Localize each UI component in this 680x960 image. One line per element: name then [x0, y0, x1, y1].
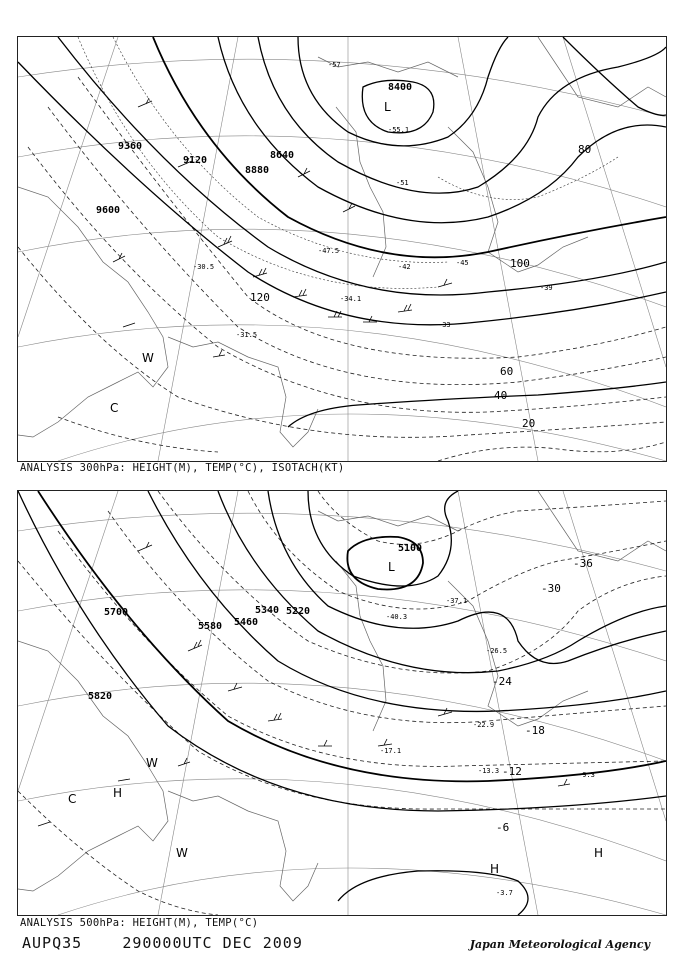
- map-500hpa: [17, 490, 667, 916]
- isotherm-contours: [18, 491, 666, 915]
- height-label: 9360: [118, 141, 143, 152]
- isotach-label: 100: [510, 257, 530, 270]
- temp-label: -45: [456, 259, 469, 267]
- height-label: 5220: [286, 606, 311, 617]
- chart-code: AUPQ35: [22, 934, 83, 952]
- warm-center-symbol: W: [176, 846, 188, 860]
- temp-label: -31.5: [236, 331, 258, 339]
- temp-label: -33: [438, 321, 451, 329]
- station-labels: [380, 597, 595, 897]
- height-label: 9120: [183, 155, 208, 166]
- temp-label: -55.1: [388, 126, 410, 134]
- isotach-label: 60: [500, 365, 514, 378]
- caption-300hpa: ANALYSIS 300hPa: HEIGHT(M), TEMP(°C), ISOTACH(KT): [20, 462, 345, 474]
- temp-label: -47.5: [318, 247, 340, 255]
- cold-center-symbol: C: [68, 792, 77, 806]
- station-label: -22.9: [473, 721, 495, 729]
- agency-name: Japan Meteorological Agency: [469, 938, 650, 951]
- latlon-grid: [18, 491, 666, 915]
- temp-line-label: -6: [496, 821, 510, 834]
- temp-line-label: -30: [541, 582, 561, 595]
- temp-label: -51: [396, 179, 409, 187]
- chart-id-line: [22, 934, 303, 952]
- station-label: -13.3: [478, 767, 500, 775]
- height-label: 8400: [388, 82, 413, 93]
- temp-label: -34.1: [340, 295, 362, 303]
- low-center-symbol: L: [384, 100, 391, 114]
- station-label: -26.5: [486, 647, 508, 655]
- height-label: 9600: [96, 205, 121, 216]
- map-500hpa-canvas: [18, 491, 666, 915]
- height-label: 5820: [88, 691, 113, 702]
- temp-line-labels: [492, 557, 593, 834]
- warm-center-symbol: W: [142, 351, 154, 365]
- station-label: -3.7: [496, 889, 513, 897]
- station-label: -9.3: [578, 771, 595, 779]
- warm-center-symbol: W: [146, 756, 158, 770]
- station-label: -37.1: [446, 597, 468, 605]
- isotach-label: 40: [494, 389, 508, 402]
- pressure-symbols: [110, 100, 391, 415]
- isotach-label: 20: [522, 417, 536, 430]
- temp-label: -30.5: [193, 263, 215, 271]
- high-center-symbol: H: [594, 846, 604, 860]
- height-contours: [18, 491, 666, 915]
- isotach-label: 120: [250, 291, 270, 304]
- temp-line-label: -24: [492, 675, 512, 688]
- height-labels: [96, 82, 412, 216]
- height-label: 5580: [198, 621, 223, 632]
- temp-labels: [193, 61, 553, 339]
- station-label: -17.1: [380, 747, 402, 755]
- height-contours: [18, 37, 666, 427]
- coastlines: [18, 491, 666, 901]
- caption-500hpa: ANALYSIS 500hPa: HEIGHT(M), TEMP(°C): [20, 917, 259, 929]
- height-label: 5700: [104, 607, 129, 618]
- low-center-symbol: L: [388, 560, 395, 574]
- high-center-symbol: H: [490, 862, 500, 876]
- temp-line-label: -36: [573, 557, 593, 570]
- cold-center-symbol: C: [110, 401, 119, 415]
- temp-label: -57: [328, 61, 341, 69]
- pressure-symbols: [68, 560, 603, 876]
- valid-time: 290000UTC DEC 2009: [122, 934, 303, 952]
- station-label: -40.3: [386, 613, 408, 621]
- height-label: 5460: [234, 617, 259, 628]
- height-label: 8880: [245, 165, 270, 176]
- height-label: 5100: [398, 543, 423, 554]
- wind-barbs: [38, 542, 570, 826]
- wind-barbs: [113, 98, 452, 357]
- isotach-label: 80: [578, 143, 592, 156]
- temp-line-label: -18: [525, 724, 545, 737]
- map-300hpa-canvas: [18, 37, 666, 461]
- temp-line-label: -12: [502, 765, 522, 778]
- temp-label: -42: [398, 263, 411, 271]
- latlon-grid: [18, 37, 666, 461]
- map-300hpa: [17, 36, 667, 462]
- height-label: 8640: [270, 150, 295, 161]
- temp-label: -39: [540, 284, 553, 292]
- height-label: 5340: [255, 605, 280, 616]
- high-center-symbol: H: [113, 786, 123, 800]
